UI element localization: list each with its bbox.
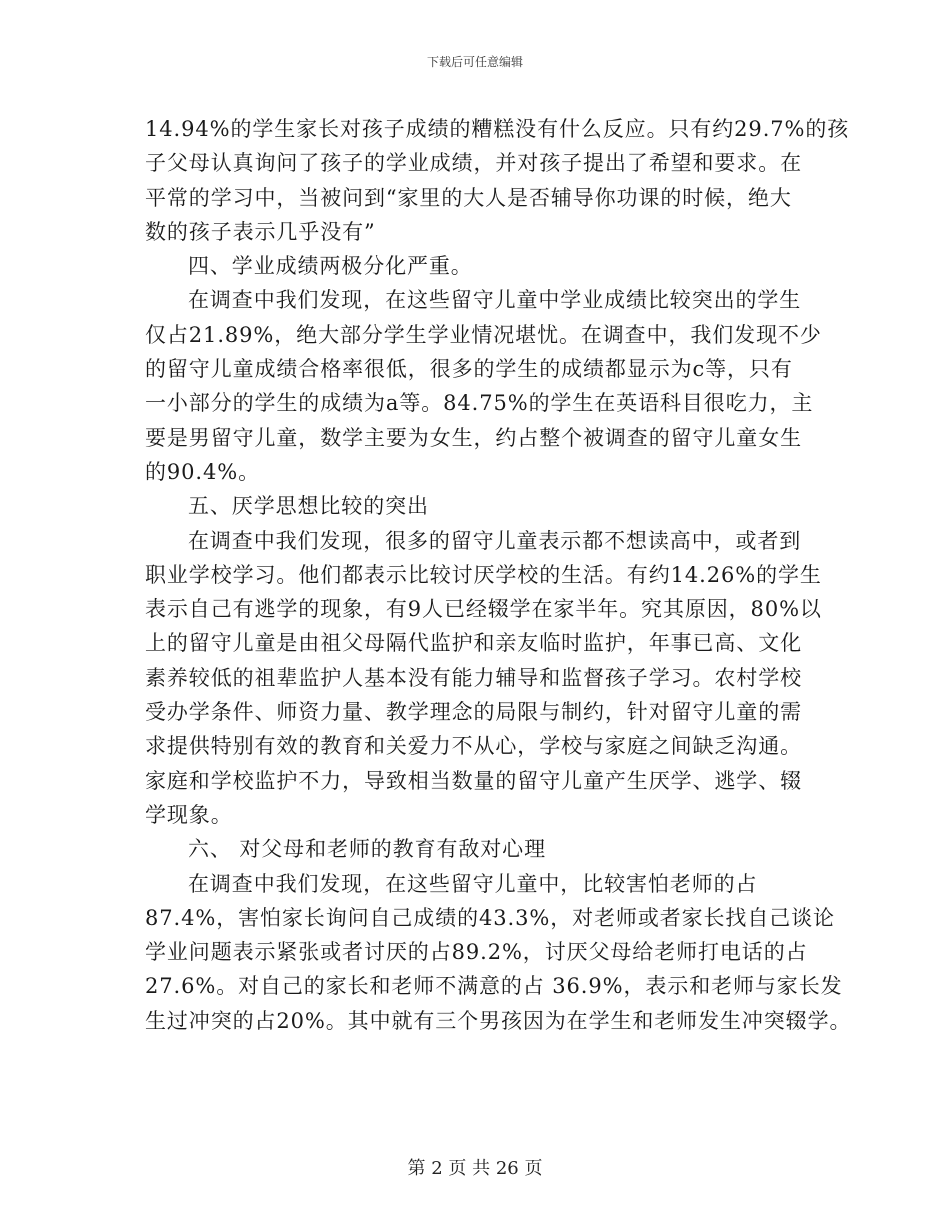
text-line: 14.94%的学生家长对孩子成绩的糟糕没有什么反应。只有约29.7%的孩 [145, 117, 850, 141]
text-line: 职业学校学习。他们都表示比较讨厌学校的生活。有约14.26%的学生 [145, 562, 822, 587]
text-line: 平常的学习中，当被问到“家里的大人是否辅导你功课的时候，绝大 [145, 185, 792, 210]
text-line: 仅占21.89%，绝大部分学生学业情况堪忧。在调查中，我们发现不少 [145, 322, 822, 347]
text-line: 在调查中我们发现，很多的留守儿童表示都不想读高中，或者到 [188, 528, 802, 553]
text-line: 上的留守儿童是由祖父母隔代监护和亲友临时监护，年事已高、文化 [145, 631, 802, 656]
text-line: 家庭和学校监护不力，导致相当数量的留守儿童产生厌学、逃学、辍 [145, 768, 802, 793]
text-line: 的90.4%。 [145, 459, 261, 484]
text-line: 表示自己有逃学的现象，有9人已经辍学在家半年。究其原因，80%以 [145, 597, 822, 622]
text-line: 子父母认真询问了孩子的学业成绩，并对孩子提出了希望和要求。在 [145, 151, 802, 176]
text-line: 27.6%。对自己的家长和老师不满意的占 36.9%，表示和老师与家长发 [145, 974, 843, 999]
text-line: 数的孩子表示几乎没有” [145, 219, 376, 244]
text-line: 素养较低的祖辈监护人基本没有能力辅导和监督孩子学习。农村学校 [145, 665, 802, 690]
text-line: 一小部分的学生的成绩为a等。84.75%的学生在英语科目很吃力，主 [145, 391, 814, 416]
text-line: 求提供特别有效的教育和关爱力不从心，学校与家庭之间缺乏沟通。 [145, 734, 802, 759]
section-heading: 四、学业成绩两极分化严重。 [188, 254, 473, 279]
text-line: 87.4%，害怕家长询问自己成绩的43.3%，对老师或者家长找自己谈论 [145, 905, 835, 930]
text-line: 在调查中我们发现，在这些留守儿童中，比较害怕老师的占 [188, 871, 758, 896]
section-heading: 五、厌学思想比较的突出 [188, 494, 429, 519]
text-line: 学业问题表示紧张或者讨厌的占89.2%，讨厌父母给老师打电话的占 [145, 940, 808, 965]
page-header: 下载后可任意编辑 [426, 55, 523, 69]
page-footer: 第 2 页 共 26 页 [407, 1158, 543, 1179]
text-line: 在调查中我们发现，在这些留守儿童中学业成绩比较突出的学生 [188, 288, 802, 313]
text-line: 受办学条件、师资力量、教学理念的局限与制约，针对留守儿童的需 [145, 700, 802, 725]
body-text [145, 112, 852, 1038]
section-heading: 六、 对父母和老师的教育有敌对心理 [188, 837, 546, 862]
text-line: 生过冲突的占20%。其中就有三个男孩因为在学生和老师发生冲突辍学。 [145, 1008, 852, 1033]
text-line: 的留守儿童成绩合格率很低，很多的学生的成绩都显示为c等，只有 [145, 357, 793, 382]
text-line: 学现象。 [145, 802, 233, 827]
text-line: 要是男留守儿童，数学主要为女生，约占整个被调查的留守儿童女生 [145, 425, 802, 450]
